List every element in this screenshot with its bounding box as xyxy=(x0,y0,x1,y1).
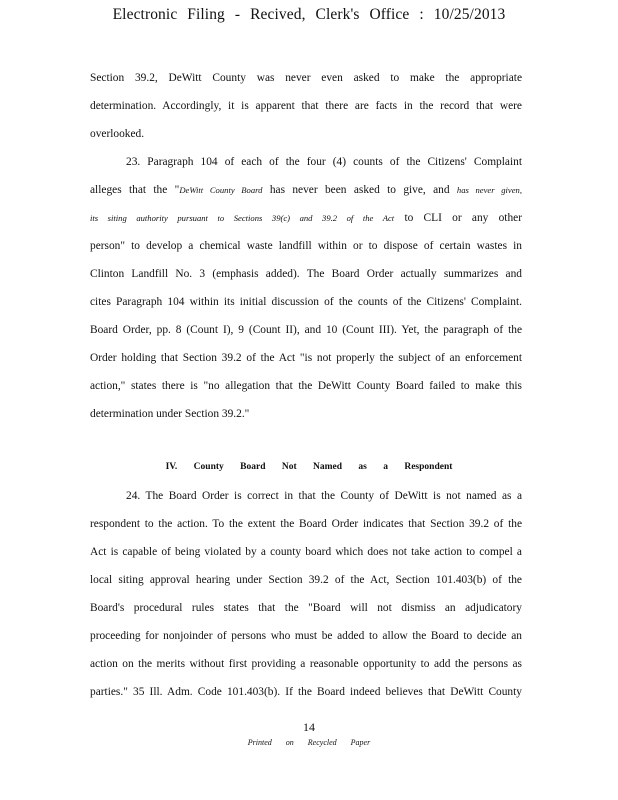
text-line: overlooked. xyxy=(90,128,145,140)
text-line: Order holding that Section 39.2 of the Act "is not properly the subject of an enforcement xyxy=(90,352,522,364)
text-line: action," states there is "no allegation that the DeWitt County Board failed to make this xyxy=(90,380,522,392)
text-line: Section 39.2, DeWitt County was never even asked to make the appropriate xyxy=(90,72,522,84)
text-line: person" to develop a chemical waste landfill within or to dispose of certain wastes in xyxy=(90,240,522,252)
text-line: local siting approval hearing under Section 39.2 of the Act, Section 101.403(b) of the xyxy=(90,574,522,586)
text-run: has never been asked to give, and xyxy=(262,184,457,196)
text-line: Board's procedural rules states that the "Board will not dismiss an adjudicatory xyxy=(90,602,522,614)
italic-quote: its siting authority pursuant to Sections 39(c) and 39.2 of the Act xyxy=(90,213,395,223)
text-line: cites Paragraph 104 within its initial discussion of the counts of the Citizens' Complaint. xyxy=(90,296,522,308)
text-line: Board Order, pp. 8 (Count I), 9 (Count II), and 10 (Count III). Yet, the paragraph of the xyxy=(90,324,522,336)
text-line: respondent to the action. To the extent the Board Order indicates that Section 39.2 of the xyxy=(90,518,522,530)
text-line: 24. The Board Order is correct in that the County of DeWitt is not named as a xyxy=(126,490,522,502)
text-line xyxy=(90,208,522,228)
text-line: determination under Section 39.2." xyxy=(90,408,250,420)
italic-quote: DeWitt County Board xyxy=(179,185,263,195)
text-line: parties." 35 Ill. Adm. Code 101.403(b). If the Board indeed believes that DeWitt County xyxy=(90,686,522,698)
printed-note: Printed on Recycled Paper xyxy=(247,738,371,747)
text-run: to CLI or any other xyxy=(394,212,522,224)
text-line: action on the merits without first providing a reasonable opportunity to add the persons as xyxy=(90,658,522,670)
italic-quote: has never given, xyxy=(456,185,522,195)
text-line xyxy=(90,180,522,200)
text-line: proceeding for nonjoinder of persons who must be added to allow the Board to decide an xyxy=(90,630,522,642)
section-heading: IV. County Board Not Named as a Respondent xyxy=(165,462,453,472)
text-run: alleges that the " xyxy=(90,184,180,196)
text-line: determination. Accordingly, it is apparent that there are facts in the record that were xyxy=(90,100,522,112)
page-number: 14 xyxy=(303,720,315,734)
text-line: Act is capable of being violated by a county board which does not take action to compel a xyxy=(90,546,522,558)
text-line: Clinton Landfill No. 3 (emphasis added). The Board Order actually summarizes and xyxy=(90,268,522,280)
text-line: 23. Paragraph 104 of each of the four (4) counts of the Citizens' Complaint xyxy=(126,156,522,168)
filing-header: Electronic Filing - Recived, Clerk's Office : 10/25/2013 xyxy=(112,6,506,23)
